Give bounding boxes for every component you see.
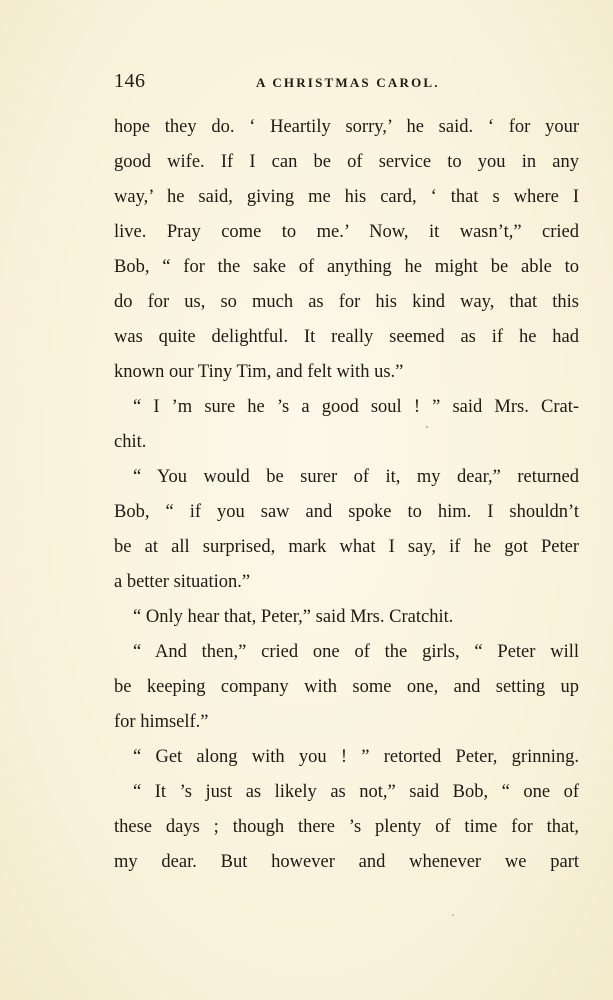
- text-line: was quite delightful. It really seemed as if he had: [114, 327, 579, 347]
- text-line: be keeping company with some one, and setting up: [114, 677, 579, 697]
- text-line: known our Tiny Tim, and felt with us.”: [114, 362, 404, 382]
- text-line: “ I ’m sure he ’s a good soul ! ” said Mrs. Crat-: [133, 397, 579, 417]
- text-line: “ And then,” cried one of the girls, “ Peter will: [133, 642, 579, 662]
- text-line: hope they do. ‘ Heartily sorry,’ he said. ‘ for your: [114, 117, 579, 137]
- page-number: 146: [114, 70, 146, 92]
- text-line: do for us, so much as for his kind way, that this: [114, 292, 579, 312]
- text-line: good wife. If I can be of service to you in any: [114, 152, 579, 172]
- text-line: these days ; though there ’s plenty of time for that,: [114, 817, 579, 837]
- page-header: [114, 70, 494, 98]
- running-title: A CHRISTMAS CAROL.: [256, 75, 440, 90]
- text-line: Bob, “ for the sake of anything he might be able to: [114, 257, 579, 277]
- text-line: “ You would be surer of it, my dear,” returned: [133, 467, 579, 487]
- body-text: [114, 110, 579, 880]
- text-line: Bob, “ if you saw and spoke to him. I shouldn’t: [114, 502, 579, 522]
- text-line: way,’ he said, giving me his card, ‘ that s where I: [114, 187, 579, 207]
- text-line: chit.: [114, 432, 147, 452]
- text-line: live. Pray come to me.’ Now, it wasn’t,” cried: [114, 222, 579, 242]
- text-line: be at all surprised, mark what I say, if he got Peter: [114, 537, 579, 557]
- text-line: “ It ’s just as likely as not,” said Bob, “ one of: [133, 782, 579, 802]
- text-line: “ Get along with you ! ” retorted Peter, grinning.: [133, 747, 579, 767]
- text-line: “ Only hear that, Peter,” said Mrs. Cratchit.: [133, 607, 454, 627]
- text-line: a better situation.”: [114, 572, 251, 592]
- text-line: my dear. But however and whenever we part: [114, 852, 579, 872]
- text-line: for himself.”: [114, 712, 209, 732]
